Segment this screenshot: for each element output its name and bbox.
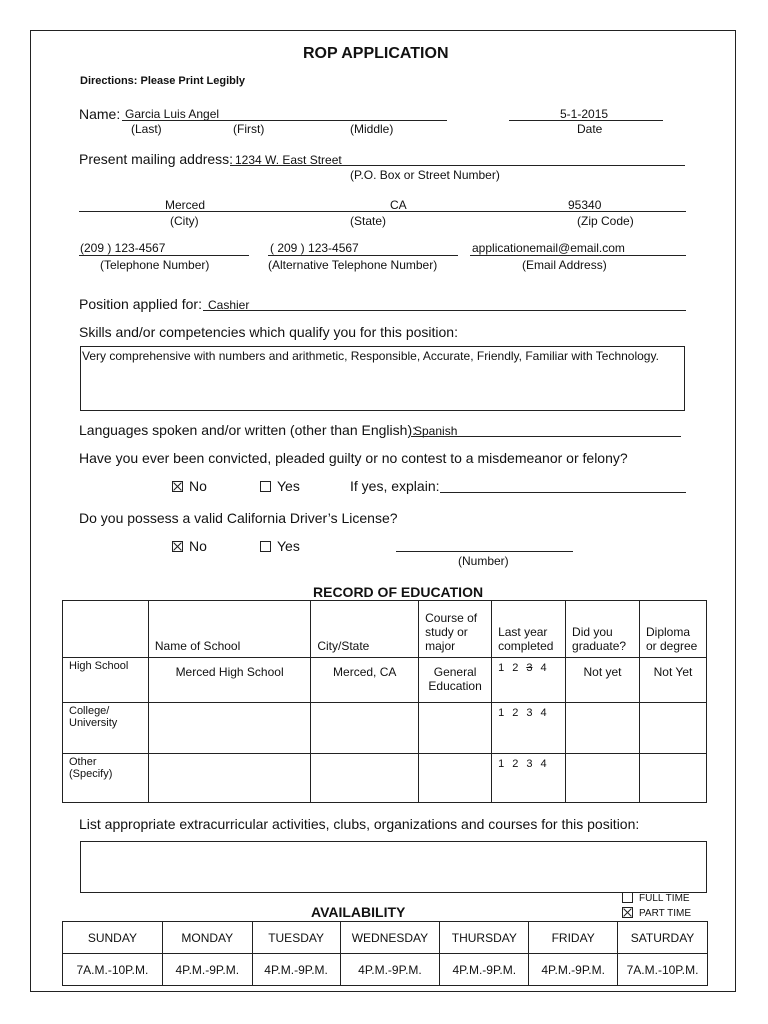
- year-option[interactable]: 2: [512, 662, 519, 674]
- other-diploma[interactable]: [639, 754, 706, 803]
- high-school-name[interactable]: Merced High School: [148, 658, 310, 703]
- part-time-label: PART TIME: [639, 908, 692, 920]
- checkbox-checked-icon[interactable]: [172, 481, 183, 492]
- header-city-state: City/State: [311, 601, 419, 658]
- caption-city: (City): [170, 214, 199, 228]
- date-line: [509, 120, 663, 121]
- header-graduate: Did you graduate?: [566, 601, 640, 658]
- caption-date: Date: [577, 122, 603, 136]
- day-thursday: THURSDAY: [440, 922, 529, 954]
- high-school-course[interactable]: General Education: [419, 658, 492, 703]
- part-time-option[interactable]: [622, 908, 691, 919]
- license-number-line[interactable]: [396, 551, 573, 552]
- phone-line: [79, 255, 249, 256]
- form-title: ROP APPLICATION: [303, 45, 449, 62]
- other-graduate[interactable]: [566, 754, 640, 803]
- explain-line[interactable]: [440, 492, 686, 493]
- availability-table: [62, 921, 708, 986]
- date-value[interactable]: 5-1-2015: [560, 107, 609, 121]
- other-course[interactable]: [419, 754, 492, 803]
- name-line: [122, 120, 447, 121]
- skills-box[interactable]: [80, 346, 685, 411]
- caption-state: (State): [350, 214, 387, 228]
- college-city[interactable]: [311, 703, 419, 754]
- year-option[interactable]: 2: [512, 758, 519, 770]
- year-option[interactable]: 1: [498, 707, 505, 719]
- college-years[interactable]: [492, 703, 566, 754]
- checkbox-empty-icon[interactable]: [260, 481, 271, 492]
- education-header-row: [63, 601, 707, 658]
- high-school-city[interactable]: Merced, CA: [311, 658, 419, 703]
- city-value[interactable]: Merced: [165, 198, 206, 212]
- license-yes-label: Yes: [277, 538, 300, 554]
- high-school-graduate[interactable]: Not yet: [566, 658, 640, 703]
- license-no-option[interactable]: [172, 538, 207, 554]
- college-diploma[interactable]: [639, 703, 706, 754]
- hours-tuesday[interactable]: 4P.M.-9P.M.: [252, 954, 340, 986]
- year-option[interactable]: 4: [540, 707, 547, 719]
- conviction-no-label: No: [189, 478, 207, 494]
- state-value[interactable]: CA: [390, 198, 407, 212]
- email-value[interactable]: applicationemail@email.com: [472, 241, 625, 255]
- conviction-yes-label: Yes: [277, 478, 300, 494]
- position-value[interactable]: Cashier: [208, 298, 250, 312]
- availability-hours-row: [63, 954, 708, 986]
- directions: Directions: Please Print Legibly: [80, 75, 246, 87]
- day-monday: MONDAY: [162, 922, 252, 954]
- row-label-other: Other (Specify): [63, 754, 149, 803]
- header-course: Course of study or major: [419, 601, 492, 658]
- hours-friday[interactable]: 4P.M.-9P.M.: [529, 954, 618, 986]
- availability-days-row: [63, 922, 708, 954]
- day-friday: FRIDAY: [529, 922, 618, 954]
- languages-label: Languages spoken and/or written (other than English):: [79, 422, 416, 438]
- table-row: [63, 703, 707, 754]
- license-yes-option[interactable]: [260, 538, 300, 554]
- license-no-label: No: [189, 538, 207, 554]
- phone-value[interactable]: (209 ) 123-4567: [80, 241, 166, 255]
- other-city[interactable]: [311, 754, 419, 803]
- caption-license-number: (Number): [458, 554, 509, 568]
- checkbox-checked-icon[interactable]: [622, 907, 633, 918]
- row-label-high-school: High School: [63, 658, 149, 703]
- college-name[interactable]: [148, 703, 310, 754]
- year-option[interactable]: 4: [540, 662, 547, 674]
- name-value[interactable]: Garcia Luis Angel: [125, 107, 220, 121]
- hours-sunday[interactable]: 7A.M.-10P.M.: [63, 954, 163, 986]
- year-option[interactable]: 1: [498, 662, 505, 674]
- explain-label: If yes, explain:: [350, 478, 440, 494]
- table-row: [63, 658, 707, 703]
- high-school-diploma[interactable]: Not Yet: [639, 658, 706, 703]
- row-label-college: College/ University: [63, 703, 149, 754]
- caption-zip: (Zip Code): [577, 214, 634, 228]
- languages-line: [411, 436, 681, 437]
- zip-value[interactable]: 95340: [568, 198, 602, 212]
- caption-phone: (Telephone Number): [100, 258, 210, 272]
- full-time-label: FULL TIME: [639, 893, 690, 905]
- college-graduate[interactable]: [566, 703, 640, 754]
- availability-title: AVAILABILITY: [311, 904, 406, 920]
- conviction-no-option[interactable]: [172, 478, 207, 494]
- college-course[interactable]: [419, 703, 492, 754]
- position-label: Position applied for:: [79, 296, 202, 312]
- email-line: [470, 255, 686, 256]
- full-time-option[interactable]: [622, 893, 690, 904]
- year-option[interactable]: 3: [526, 707, 533, 719]
- year-option-selected[interactable]: 3: [526, 662, 533, 674]
- caption-email: (Email Address): [522, 258, 607, 272]
- hours-saturday[interactable]: 7A.M.-10P.M.: [618, 954, 708, 986]
- caption-middle: (Middle): [350, 122, 394, 136]
- day-saturday: SATURDAY: [618, 922, 708, 954]
- hours-monday[interactable]: 4P.M.-9P.M.: [162, 954, 252, 986]
- checkbox-empty-icon[interactable]: [260, 541, 271, 552]
- activities-box[interactable]: [80, 841, 707, 893]
- caption-first: (First): [233, 122, 265, 136]
- header-blank: [63, 601, 149, 658]
- header-diploma: Diploma or degree: [639, 601, 706, 658]
- day-sunday: SUNDAY: [63, 922, 163, 954]
- license-question: Do you possess a valid California Driver’s License?: [79, 510, 398, 526]
- alt-phone-line: [268, 255, 458, 256]
- city-state-zip-line: [79, 211, 686, 212]
- day-wednesday: WEDNESDAY: [340, 922, 440, 954]
- day-tuesday: TUESDAY: [252, 922, 340, 954]
- conviction-yes-option[interactable]: [260, 478, 300, 494]
- year-option[interactable]: 4: [540, 758, 547, 770]
- education-table: [62, 600, 707, 803]
- hours-wednesday[interactable]: 4P.M.-9P.M.: [340, 954, 440, 986]
- year-option[interactable]: 1: [498, 758, 505, 770]
- position-line: [203, 310, 686, 311]
- checkbox-empty-icon[interactable]: [622, 892, 633, 903]
- other-name[interactable]: [148, 754, 310, 803]
- education-title: RECORD OF EDUCATION: [313, 584, 484, 600]
- activities-value: [81, 842, 706, 846]
- caption-last: (Last): [131, 122, 162, 136]
- year-option[interactable]: 3: [526, 758, 533, 770]
- conviction-question: Have you ever been convicted, pleaded guilty or no contest to a misdemeanor or felony?: [79, 450, 628, 466]
- skills-label: Skills and/or competencies which qualify you for this position:: [79, 324, 458, 340]
- other-years[interactable]: [492, 754, 566, 803]
- name-label: Name:: [79, 106, 121, 122]
- year-option[interactable]: 2: [512, 707, 519, 719]
- address-value[interactable]: 1234 W. East Street: [235, 153, 342, 167]
- languages-value[interactable]: Spanish: [414, 424, 458, 438]
- header-last-year: Last year completed: [492, 601, 566, 658]
- hours-thursday[interactable]: 4P.M.-9P.M.: [440, 954, 529, 986]
- activities-label: List appropriate extracurricular activities, clubs, organizations and courses for this position:: [79, 816, 640, 832]
- skills-value: Very comprehensive with numbers and arithmetic, Responsible, Accurate, Friendly, Familiar with Technology.: [82, 349, 659, 363]
- address-line: [230, 165, 685, 166]
- address-label: Present mailing address:: [79, 151, 234, 167]
- caption-po-box: (P.O. Box or Street Number): [350, 168, 500, 182]
- alt-phone-value[interactable]: ( 209 ) 123-4567: [270, 241, 359, 255]
- table-row: [63, 754, 707, 803]
- header-school: Name of School: [148, 601, 310, 658]
- caption-alt-phone: (Alternative Telephone Number): [268, 258, 438, 272]
- checkbox-checked-icon[interactable]: [172, 541, 183, 552]
- high-school-years[interactable]: [492, 658, 566, 703]
